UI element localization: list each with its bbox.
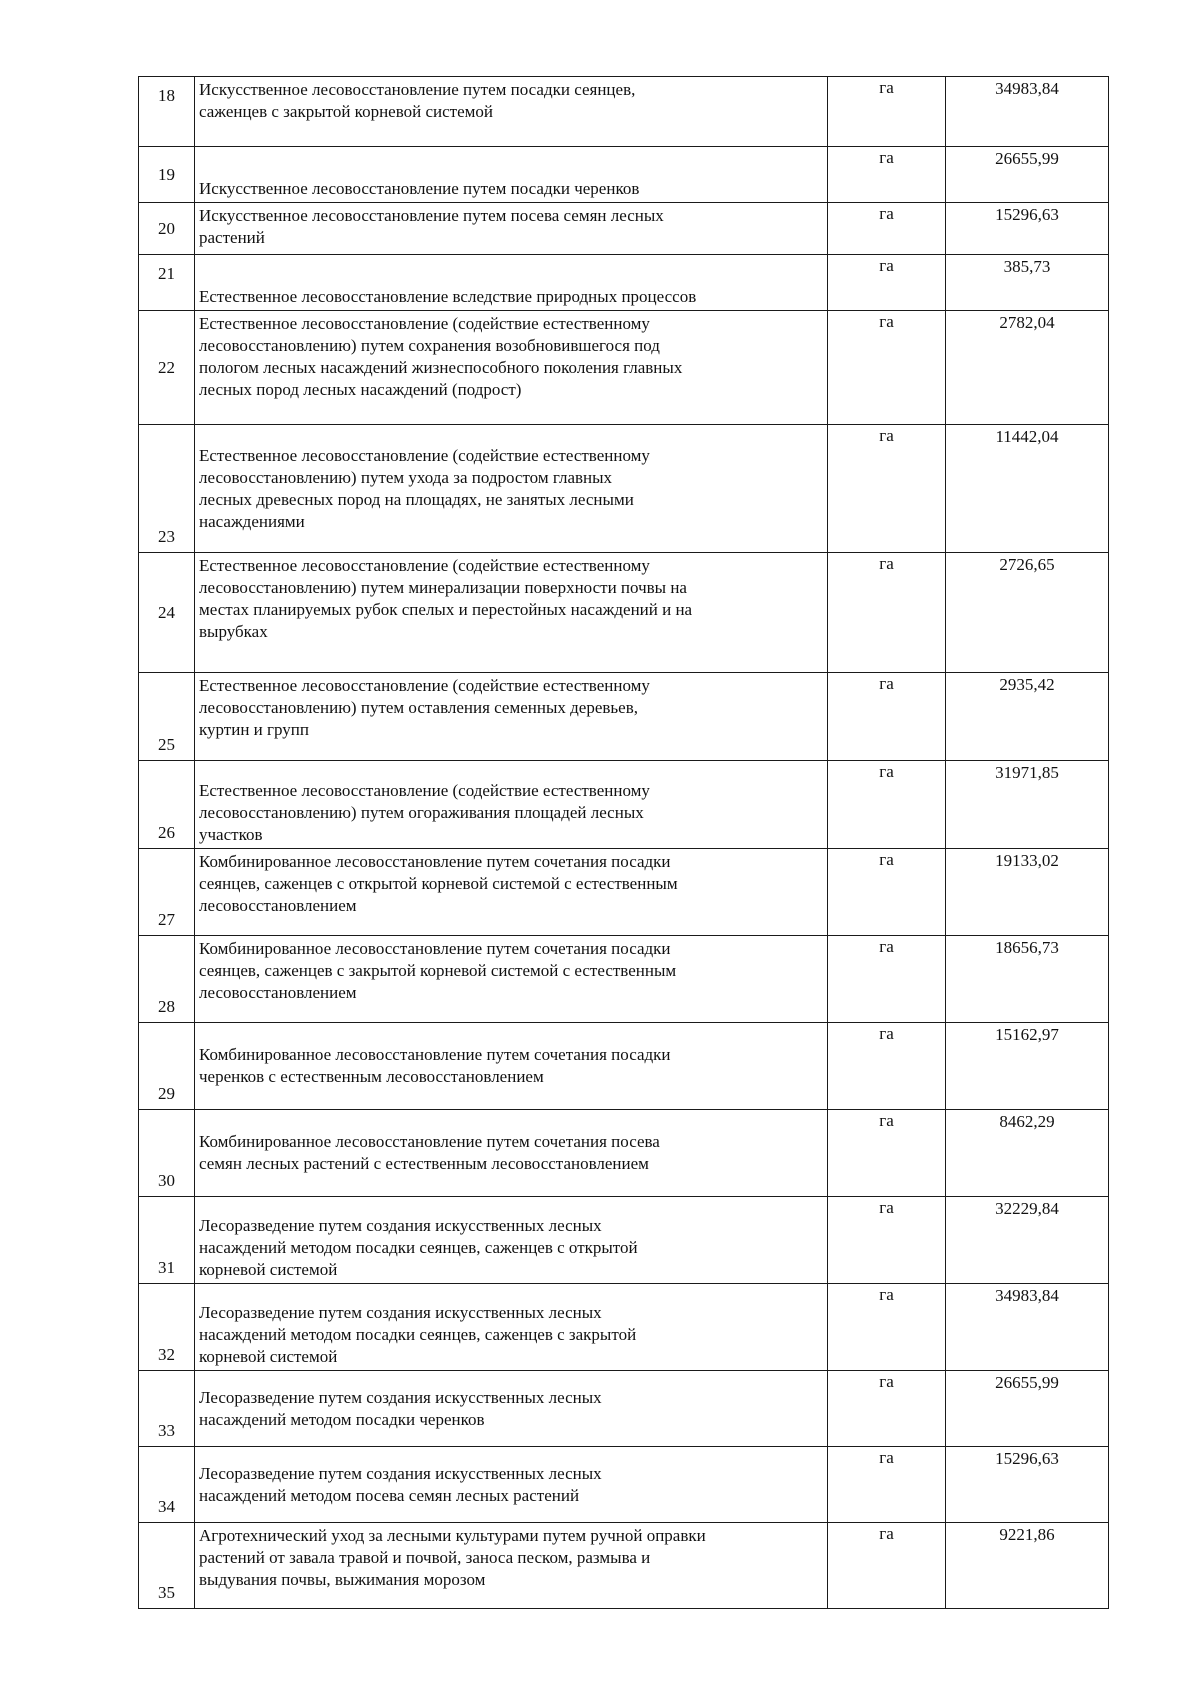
- row-number: 30: [139, 1110, 195, 1197]
- row-description: Искусственное лесовосстановление путем посадки черенков: [199, 179, 640, 198]
- table-row: [139, 1523, 1109, 1609]
- row-value: 15296,63: [995, 1449, 1059, 1468]
- row-unit: га: [828, 425, 946, 553]
- row-value: 32229,84: [995, 1199, 1059, 1218]
- row-value: 9221,86: [999, 1525, 1055, 1544]
- row-unit: га: [828, 553, 946, 673]
- row-number: 31: [139, 1197, 195, 1284]
- row-value: 2726,65: [999, 555, 1055, 574]
- row-value-cell: [946, 1110, 1109, 1197]
- row-number: 21: [139, 255, 195, 311]
- row-number: 20: [139, 203, 195, 255]
- row-value: 18656,73: [995, 938, 1059, 957]
- row-description-cell: [195, 1447, 828, 1523]
- table-row: [139, 761, 1109, 849]
- row-description-cell: [195, 849, 828, 936]
- row-number: 34: [139, 1447, 195, 1523]
- row-value: 19133,02: [995, 851, 1059, 870]
- row-description: Естественное лесовосстановление (содействие естественному лесовосстановлению) путем огораживания площадей лесных участков: [199, 781, 650, 844]
- row-value-cell: [946, 425, 1109, 553]
- row-unit: га: [828, 761, 946, 849]
- row-number: 18: [139, 77, 195, 147]
- row-unit: га: [828, 203, 946, 255]
- row-description-cell: [195, 1284, 828, 1371]
- row-value-cell: [946, 1523, 1109, 1609]
- row-description-cell: [195, 77, 828, 147]
- row-number: 25: [139, 673, 195, 761]
- table-row: [139, 849, 1109, 936]
- row-unit: га: [828, 1371, 946, 1447]
- row-unit: га: [828, 1523, 946, 1609]
- row-description: Комбинированное лесовосстановление путем сочетания посадки сеянцев, саженцев с закрытой корневой системой с естественным лесовосстановлением: [199, 939, 677, 1002]
- row-unit: га: [828, 1110, 946, 1197]
- table-row: [139, 1447, 1109, 1523]
- row-number: 19: [139, 147, 195, 203]
- row-description-cell: [195, 1523, 828, 1609]
- row-value: 8462,29: [999, 1112, 1055, 1131]
- row-number: 35: [139, 1523, 195, 1609]
- row-description-cell: [195, 761, 828, 849]
- row-description-cell: [195, 1023, 828, 1110]
- table-row: [139, 1371, 1109, 1447]
- row-value-cell: [946, 77, 1109, 147]
- row-value: 31971,85: [995, 763, 1059, 782]
- row-unit: га: [828, 673, 946, 761]
- row-number: 33: [139, 1371, 195, 1447]
- row-number: 32: [139, 1284, 195, 1371]
- row-number: 22: [139, 311, 195, 425]
- table-row: [139, 1197, 1109, 1284]
- row-value-cell: [946, 849, 1109, 936]
- row-description: Лесоразведение путем создания искусственных лесных насаждений методом посева семян лесных растений: [199, 1463, 602, 1505]
- row-description: Естественное лесовосстановление (содействие естественному лесовосстановлению) путем сохранения возобновившегося под пологом лесных насаждений жизнеспособного поколения главных лесных пород лесных насаждений (подрост): [199, 314, 683, 399]
- row-value: 26655,99: [995, 1373, 1059, 1392]
- row-value-cell: [946, 311, 1109, 425]
- row-value: 15162,97: [995, 1025, 1059, 1044]
- row-unit: га: [828, 849, 946, 936]
- row-value-cell: [946, 1447, 1109, 1523]
- row-description-cell: [195, 673, 828, 761]
- table-row: [139, 77, 1109, 147]
- row-number: 29: [139, 1023, 195, 1110]
- row-unit: га: [828, 311, 946, 425]
- row-value-cell: [946, 1284, 1109, 1371]
- row-description: Комбинированное лесовосстановление путем сочетания посадки сеянцев, саженцев с открытой корневой системой с естественным лесовосстановлением: [199, 852, 678, 915]
- table-row: [139, 255, 1109, 311]
- row-description: Искусственное лесовосстановление путем посадки сеянцев, саженцев с закрытой корневой системой: [199, 80, 636, 121]
- row-description-cell: [195, 311, 828, 425]
- row-description: Естественное лесовосстановление (содействие естественному лесовосстановлению) путем оставления семенных деревьев, куртин и групп: [199, 676, 650, 739]
- row-description: Искусственное лесовосстановление путем посева семян лесных растений: [199, 206, 664, 247]
- row-description-cell: [195, 203, 828, 255]
- row-description-cell: [195, 425, 828, 553]
- row-description-cell: [195, 1197, 828, 1284]
- row-number: 28: [139, 936, 195, 1023]
- row-description: Естественное лесовосстановление (содействие естественному лесовосстановлению) путем минерализации поверхности почвы на местах планируемых рубок спелых и перестойных насаждений и на вырубках: [199, 556, 693, 641]
- table-row: [139, 203, 1109, 255]
- row-value: 15296,63: [995, 205, 1059, 224]
- row-value-cell: [946, 673, 1109, 761]
- row-description: Естественное лесовосстановление вследствие природных процессов: [199, 287, 697, 306]
- row-value-cell: [946, 1023, 1109, 1110]
- row-description-cell: [195, 1110, 828, 1197]
- row-number: 27: [139, 849, 195, 936]
- row-value-cell: [946, 936, 1109, 1023]
- row-unit: га: [828, 936, 946, 1023]
- row-value-cell: [946, 761, 1109, 849]
- forest-works-table: [138, 76, 1109, 1609]
- table-row: [139, 673, 1109, 761]
- table-row: [139, 936, 1109, 1023]
- row-unit: га: [828, 77, 946, 147]
- row-unit: га: [828, 1023, 946, 1110]
- row-value: 34983,84: [995, 79, 1059, 98]
- row-description: Лесоразведение путем создания искусственных лесных насаждений методом посадки сеянцев, саженцев с закрытой корневой системой: [199, 1303, 637, 1366]
- row-unit: га: [828, 1197, 946, 1284]
- table-row: [139, 425, 1109, 553]
- table-row: [139, 147, 1109, 203]
- table-row: [139, 311, 1109, 425]
- row-description-cell: [195, 255, 828, 311]
- row-description-cell: [195, 147, 828, 203]
- row-value-cell: [946, 1197, 1109, 1284]
- table-row: [139, 553, 1109, 673]
- row-unit: га: [828, 1447, 946, 1523]
- row-value-cell: [946, 203, 1109, 255]
- row-value-cell: [946, 553, 1109, 673]
- row-number: 26: [139, 761, 195, 849]
- row-value: 2782,04: [999, 313, 1055, 332]
- row-value: 34983,84: [995, 1286, 1059, 1305]
- row-description-cell: [195, 1371, 828, 1447]
- table-body: [139, 77, 1109, 1609]
- row-description: Комбинированное лесовосстановление путем сочетания посева семян лесных растений с естественным лесовосстановлением: [199, 1132, 660, 1173]
- row-unit: га: [828, 147, 946, 203]
- row-value-cell: [946, 255, 1109, 311]
- row-value: 11442,04: [995, 427, 1059, 446]
- row-description: Агротехнический уход за лесными культурами путем ручной оправки растений от завала травой и почвой, заноса песком, размыва и выдувания почвы, выжимания морозом: [199, 1526, 706, 1589]
- row-value-cell: [946, 147, 1109, 203]
- row-value: 26655,99: [995, 149, 1059, 168]
- table-row: [139, 1284, 1109, 1371]
- row-description-cell: [195, 553, 828, 673]
- row-number: 23: [139, 425, 195, 553]
- row-description: Лесоразведение путем создания искусственных лесных насаждений методом посадки сеянцев, саженцев с открытой корневой системой: [199, 1216, 638, 1279]
- table-row: [139, 1023, 1109, 1110]
- row-number: 24: [139, 553, 195, 673]
- row-value: 2935,42: [999, 675, 1055, 694]
- table-row: [139, 1110, 1109, 1197]
- row-value-cell: [946, 1371, 1109, 1447]
- row-description-cell: [195, 936, 828, 1023]
- row-unit: га: [828, 1284, 946, 1371]
- row-value: 385,73: [1003, 257, 1051, 276]
- row-description: Комбинированное лесовосстановление путем сочетания посадки черенков с естественным лесовосстановлением: [199, 1045, 671, 1086]
- row-unit: га: [828, 255, 946, 311]
- row-description: Лесоразведение путем создания искусственных лесных насаждений методом посадки черенков: [199, 1387, 602, 1429]
- row-description: Естественное лесовосстановление (содействие естественному лесовосстановлению) путем ухода за подростом главных лесных древесных пород на площадях, не занятых лесными насаждениями: [199, 445, 650, 531]
